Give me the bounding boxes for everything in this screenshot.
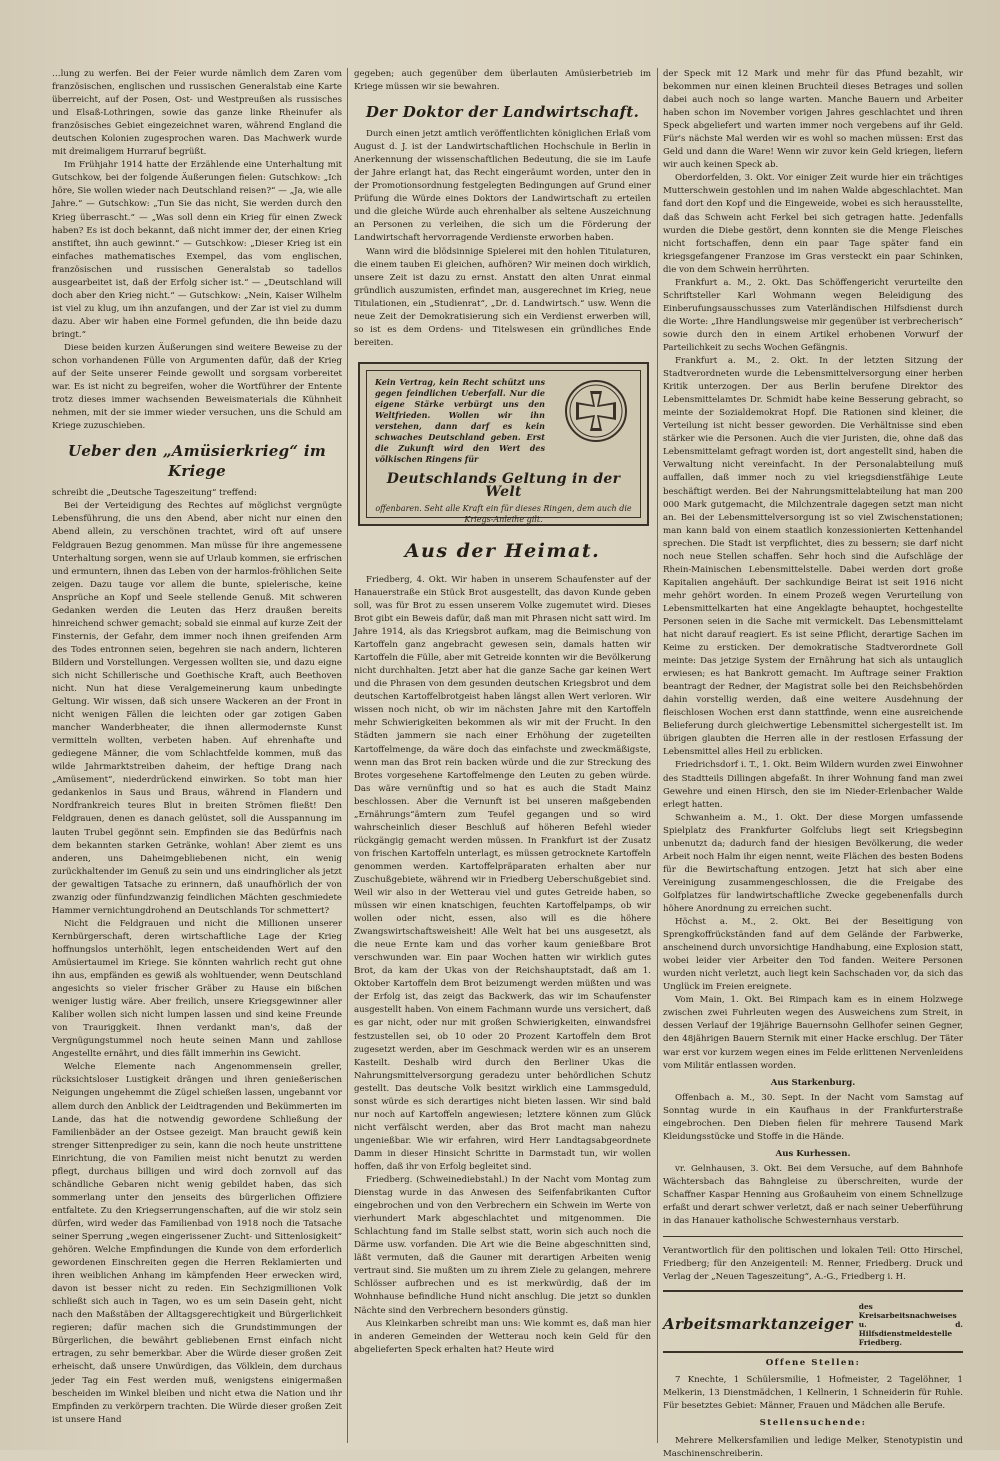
article-paragraph: Durch einen jetzt amtlich veröffentlichten königlichen Erlaß vom August d. J. ist der Landwirtschaftlichen Hochschule in Berlin in Anerkennung der wissenschaftlichen Bedeutung, die sie im Laufe der Jahre erlangt hat, das Recht eingeräumt worden, unter den in der Promotionsordnung festgelegten Bedingungen auf Grund einer Prüfung die Würde eines Doktors der Landwirtschaft zu erteilen und die gleiche Würde auch ehrenhalber als seltene Auszeichnung an Personen zu verleihen, die sich um die Förderung der Landwirtschaft hervorragende Verdienste erworben haben. bbox=[354, 129, 651, 244]
article-paragraph: Friedberg, 4. Okt. Wir haben in unserem Schaufenster auf der Hanauerstraße ein Stück Brot ausgestellt, das davon Kunde geben soll, was für Brot zu essen unserem Volke zugemutet wird. Dieses Brot gibt ein Beweis dafür, daß man mit Phrasen nicht satt wird. Im Jahre 1914, als das Kriegsbrot aufkam, mag die Beimischung von Kartoffeln ganz angebracht gewesen sein, damals hatten wir Kartoffeln die Fülle, aber mit Getreide konnten wir die Bevölkerung nicht durchhalten. Jetzt aber hat die ganze Sache gar keinen Wert und die Phrasen von dem gesunden deutschen Kriegsbrot und dem deutschen Kartoffelbrotgeist haben längst allen Wert verloren. Wir wissen noch nicht, ob wir im nächsten Jahre mit den Kartoffeln mehr Schwierigkeiten bekommen als wir mit der Frucht. In den Städten jammern sie nach einer Erhöhung der zugeteilten Kartoffelmenge, da wäre doch das einfachste und zweckmäßigste, wenn man das Brot rein backen würde und die zur Streckung des Brotes vorgesehene Kartoffelmenge den Leuten zu geben würde. Das wäre vernünftig und so hat es auch die Stadt Mainz beschlossen. Aber die Vernunft ist bei unseren maßgebenden „Ernährungs“ämtern zum Teufel gegangen und so wird wahrscheinlich dieser Beschluß auf höheren Befehl wieder rückgängig gemacht werden müssen. In Frankfurt ist der Zusatz von frischen Kartoffeln unterlagt, es müssen getrocknete Kartoffeln genommen werden. Kartoffelpräparaten erhalten aber nur Zuschußgebiete, während wir in Friedberg Ueberschußgebiet sind. Weil wir also in der Wetterau viel und gutes Getreide haben, so müssen wir einen knatschigen, feuchten Kartoffelpamps, ob wir wollen oder nicht, essen, also will es die höhere Zwangswirtschaftsweisheit! Alle Welt hat bei uns ausgesetzt, als die neue Ernte kam und das vorher kaum genießbare Brot verschwunden war. Ein paar Wochen hatten wir wirklich gutes Brot, da kam der Ukas von der Reichshauptstadt, daß am 1. Oktober Kartoffeln dem Brot beizumengt werden müßten und was der Erfolg ist, das zeigt das Backwerk, das wir im Schaufenster ausgestellt haben. Von einem Fachmann wurde uns versichert, daß es gar nicht, oder nur mit großen Schwierigkeiten, einwandsfrei festzustellen sei, ob 10 oder 20 Prozent Kartoffeln dem Brot zugesetzt werden, aber im Geschmack werden wir es an unserem Kasteilt. Deshalb wird durch den Berliner Ukas die Nahrungsmittelversorgung geradezu unter behördlichen Schutz gestellt. Das deutsche Volk besitzt wirklich eine Lammsgeduld, sonst würde es sich derartiges nicht bieten lassen. Wir sind bald nur noch auf Kartoffeln angewiesen; letztere können zum Glück nicht verfälscht werden, aber das Brot macht man nahezu ungenießbar. Wie wir erfahren, wird Herr Landtagsabgeordnete Damm in dieser Hinsicht Schritte in Darmstadt tun, wir wollen hoffen, daß ihr von Erfolg begleitet sind. bbox=[354, 574, 651, 1172]
article-paragraph: Schwanheim a. M., 1. Okt. Der diese Morgen umfassende Spielplatz des Frankfurter Golfclubs liegt seit Kriegsbeginn unbenutzt da; dadurch fand der hiesigen Bevölkerung, die weder Arbeit noch Halm ihr eigen nennt, weite Flächen des besten Bodens für die Bewirtschaftung entzogen. Jetzt hat sich aber eine Vereinigung zusammengeschlossen, die die Freigabe des Golfplatzes für landwirtschaftliche Zwecke gegebenenfalls durch höhere Anordnung zu erreichen sucht. bbox=[663, 812, 963, 914]
job-market-subtitle: des Kreisarbeitsnachweises u. d. Hilfsdienstmeldestelle Friedberg. bbox=[858, 1302, 963, 1348]
article-intro: schreibt die „Deutsche Tageszeitung“ treffend: bbox=[52, 488, 257, 499]
column-divider-2 bbox=[657, 68, 658, 1443]
article-paragraph: Frankfurt a. M., 2. Okt. Das Schöffengericht verurteilte den Schriftsteller Karl Wohmann wegen Beleidigung des Einberufungsausschusses zum Vaterländischen Hilfsdienst durch die Worte: „Ihre Handlungsweise mir gegenüber ist verbrecherisch“ sowie durch den in einem Artikel erhobenen Vorwurf der Parteilichkeit zu sechs Wochen Gefängnis. bbox=[663, 277, 963, 353]
open-positions-text: 7 Knechte, 1 Schülersmilie, 1 Hofmeister, 2 Tagelöhner, 1 Melkerin, 13 Dienstmädchen, 1 Kellnerin, 1 Schneiderin für Ruhle. Für besetztes Gebiet: Männer, Frauen und Mädchen alle Berufe. bbox=[663, 1375, 963, 1412]
iron-cross-medal-icon bbox=[564, 379, 628, 443]
open-positions-title: Offene Stellen: bbox=[765, 1358, 861, 1369]
imprint: Verantwortlich für den politischen und lokalen Teil: Otto Hirschel, Friedberg; für den Anzeigenteil: M. Renner, Friedberg. Druck und Verlag der „Neuen Tageszeitung“, A.-G., Friedberg i. H. bbox=[663, 1246, 963, 1283]
article-paragraph: Offenbach a. M., 30. Sept. In der Nacht vom Samstag auf Sonntag wurde in ein Kaufhaus in der Frankfurterstraße eingebrochen. Den Dieben fielen für mehrere Tausend Mark Kleidungsstücke und Stoffe in die Hände. bbox=[663, 1092, 963, 1142]
section-starkenburg: Aus Starkenburg. bbox=[770, 1077, 856, 1088]
section-kurhessen: Aus Kurhessen. bbox=[775, 1148, 851, 1159]
headline-doktor-landwirtschaft: Der Doktor der Landwirtschaft. bbox=[365, 103, 640, 122]
column-3 bbox=[663, 68, 963, 1459]
article-paragraph: Welche Elemente nach Angenommensein greller, rücksichtsloser Lustigkeit drängen und ihren genießerischen Neigungen ungehemmt die Zügel schießen lassen, ungebannt vor allem durch den Anblick der Leidtragenden und Bekümmerten im Lande, das hat die notwendig gewordene Schließung der Familienbäder an der Ostsee gezeigt. Man braucht gewiß kein strenger Sittenprediger zu sein, kann die noch heute unstrittene Einrichtung, die von Familien meist nicht benutzt zu werden pflegt, durchaus billigen und wird doch zornvoll auf das schändliche Gebaren nicht wenig gebildet haben, das sich sommerlang unter den jenseits des bürgerlichen Offiziere entfaltete. Zu den Kriegserrungenschaften, auf die wir stolz sein dürfen, wird weder das Familienbad von 1918 noch die Tatsache seiner Sperrung „wegen eingerissener Zucht- und Sittenlosigkeit“ gehören. Welche Empfindungen die Kunde von dem erforderlich gewordenen Einschreiten gegen die Herren Reklamierten und ihren weiblichen Anhang im kämpfenden Heer erwecken wird, davon ist besser nicht zu reden. Ein Sechzigmillionen Volk schließt sich auch in Tagen, wo es um sein Dasein geht, nicht nach den Maßstäben der Alltagsgerechtigkeit und Bürgerlichkeit regieren; dafür machen sich die Grundstimmungen der Bürgerlichen, die bewährt gebliebenen Ernst einfach nicht ertragen, zu sehr bemerkbar. Aber die Würde dieser großen Zeit erheischt, daß unsere Unwürdigen, das Völklein, dem durchaus jeder Tag ein Fest werden muß, wenigstens einigermaßen bescheiden im Winkel bleiben und nicht etwa die Nation und ihr Empfinden zu verkörpern trachten. Die Würde dieser großen Zeit ist unsere Hand bbox=[52, 1062, 342, 1425]
article-paragraph: …lung zu werfen. Bei der Feier wurde nämlich dem Zaren vom französischen, englischen und russischen Generalstab eine Karte überreicht, auf der Posen, Ost- und Westpreußen als russisches und Elsaß-Lothringen, sowie das ganze linke Rheinufer als französisches Gebiet eingezeichnet waren, während England die deutschen Kolonien zugesprochen waren. Das Machwerk wurde mit dreimaligem Hurraruf begrüßt. bbox=[52, 69, 342, 158]
job-seekers-text: Mehrere Melkersfamilien und ledige Melker, Stenotypistin und Maschinenschreiberin. bbox=[663, 1435, 963, 1459]
article-paragraph: vr. Gelnhausen, 3. Okt. Bei dem Versuche, auf dem Bahnhofe Wächtersbach das Bahngleise zu überschreiten, wurde der Schaffner Kaspar Henning aus Großauheim von einem Schnellzuge erfaßt und derart schwer verletzt, daß er nach seiner Ueberführung in das Hanauer katholische Schwesternhaus verstarb. bbox=[663, 1163, 963, 1227]
job-market-title: Arbeitsmarktanzeiger bbox=[663, 1315, 853, 1334]
article-paragraph: gegeben; auch gegenüber dem überlauten Amüsierbetrieb im Kriege müssen wir sie bewahren. bbox=[354, 69, 651, 93]
job-market-box bbox=[663, 1290, 963, 1353]
job-seekers-title: Stellensuchende: bbox=[759, 1418, 867, 1429]
divider bbox=[663, 1236, 963, 1237]
article-paragraph: Frankfurt a. M., 2. Okt. In der letzten Sitzung der Stadtverordneten wurde die Lebensmittelversorgung einer herben Kritik unterzogen. Der aus Berlin berufene Direktor des Lebensmittelamtes Dr. Schmidt habe keine Besserung gebracht, so meinte der Sozialdemokrat Hopf. Die Rationen sind kleiner, die Verteilung ist nicht besser geworden. Die Verhältnisse sind eben stärker wie die Personen. Auch die vier Juristen, die, ohne daß das Lebensmittelamt gefragt worden ist, dort angestellt sind, haben die Verwaltung nicht vereinfacht. In der Personalabteilung muß auffallen, daß immer noch zu viel kriegsdienstfähige Leute beschäftigt werden. Bei der Nahrungsmittelabteilung hat man 200 000 Mark gutgemacht, die Milchzentrale dagegen setzt man nicht an. Bei der Lebensmittelversorgung ist so viel Zwischenstationen; man kann bald von einem staatlich konzessionierten Kettenhandel sprechen. Die Stadt ist verpflichtet, dies zu bessern; sie darf nicht noch neue Stellen schaffen. Sehr hoch sind die Aufschläge der Rhein-Mainischen Lebensmittelstelle. Dabei werden dort große Kapitalien angehäuft. Der sachkundige Beirat ist seit 1916 nicht mehr gehört worden. In einem Prozeß wegen Verurteilung von Lebensmittelkarten hat eine Angeklagte behauptet, hochgestellte Personen seien in die Sache mit vermickelt. Das Lebensmittelamt hat nicht darauf reagiert. Es ist seine Pflicht, derartige Sachen im Keime zu ersticken. Der demokratische Stadtverordnete Goll meinte: Das jetzige System der Ernährung hat sich als untauglich erwiesen; es hat Bankrott gemacht. Im Auftrage seiner Fraktion beantragt der Redner, der Magistrat solle bei den Reichsbehörden dahin vorstellig werden, daß eine weitere Ausdehnung der fleischlosen Wochen erst dann stattfinde, wenn eine ausreichende Belieferung durch gleichwertige Lebensmittel sichergestellt ist. Im übrigen glaubten die Herren alle in der restlosen Erfassung der Lebensmittel alles Heil zu erblicken. bbox=[663, 356, 963, 758]
column-1 bbox=[52, 68, 342, 1443]
article-paragraph: Im Frühjahr 1914 hatte der Erzählende eine Unterhaltung mit Gutschkow, bei der folgende Äußerungen fielen: Gutschkow: „Ich höre, Sie wollen wieder nach Deutschland reisen?“ — „Ja, wie alle Jahre.“ — Gutschkow: „Tun Sie das nicht, Sie werden durch den Krieg überrascht.“ — „Was soll denn ein Krieg für einen Zweck haben? Es ist doch bekannt, daß nicht immer der, der einen Krieg anstiftet, ihn auch gewinnt.“ — Gutschkow: „Dieser Krieg ist ein einfaches mathematisches Exempel, das vom englischen, französischen und russischen Generalstab so tadellos ausgearbeitet ist, daß der Erfolg sicher ist.“ — „Deutschland will doch aber den Krieg nicht.“ — Gutschkow: „Nein, Kaiser Wilhelm ist viel zu klug, um ihn anzufangen, und der Zar ist viel zu dumm dazu. Aber wir haben eine Formel gefunden, die ihn beide dazu bringt.“ bbox=[52, 160, 342, 340]
ad-text: Kein Vertrag, kein Recht schützt uns gegen feindlichen Ueberfall. Nur die eigene Stärke verbürgt uns den Weltfrieden. Wollen wir ihn verstehen, dann darf es kein schwaches Deutschland geben. Erst die Zukunft wird den Wert des völkischen Ringens für bbox=[375, 376, 545, 464]
war-bond-advertisement bbox=[358, 362, 649, 526]
article-paragraph: Nicht die Feldgrauen und nicht die Millionen unserer Kernbürgerschaft, deren wirtschaftliche Lage der Krieg hoffnungslos unterhöhlt, legen entscheidenden Wert auf den Amüsiertaumel im Kriege. Sie könnten wahrlich recht gut ohne ihn aus, empfänden es gewiß als wohltuender, wenn Deutschland angesichts so vieler frischer Gräber zu Hause ein bißchen weniger lustig wäre. Aber freilich, unsere Kriegsgewinner aller Kaliber wollen sich nicht lumpen lassen und sind keine Freunde von Trauriggkeit. Ihnen verdankt man's, daß der Vergnügungstummel noch heute seinen Mann und zahllose Angestellte ernährt, und dies fällt immerhin ins Gewicht. bbox=[52, 918, 342, 1060]
job-market-header bbox=[663, 1302, 963, 1347]
article-paragraph: Bei der Verteidigung des Rechtes auf möglichst vergnügte Lebensführung, die uns den Abend, aber nicht nur einen den Abend allein, zu verschönen trachtet, wird oft auf unsere Feldgrauen Bezug genommen. Man müsse für ihre angemessene Unterhaltung sorgen, wenn sie auf Urlaub kommen, sie erfrischen und ermuntern, ihnen das Leben von der harmlos-fröhlichen Seite zeigen. Dazu tauge vor allem die bunte, spielerische, keine Ansprüche an Kopf und Seele stellende Genuß. Mit schweren Gedanken werden die Leuten das Herz draußen bereits hinreichend schwer gemacht; sobald sie einmal auf kurze Zeit der Finsternis, der Gefahr, dem immer noch ihnen greifenden Arm des Todes entronnen seien, begehren sie nach andern, lichteren Bildern und Vorstellungen. Vergessen wollten sie, und dazu eigne sich nicht Schillerische und Goethische Kraft, auch Beethoven nicht. Nun hat diese Veralgemeinerung kaum unbedingte Geltung. Wir wissen, daß sich unsere Wackeren an der Front in nicht wenigen Fällen die leichten oder gar zotigen Gaben mancher Wanderbheater, die ihnen allermodernste Kunst vermitteln wollten, verbeten haben. Auf ehrenhafte und gediegene Männer, die vom Schlachtfelde kommen, muß das wilde Jahrmarktstreiben daheim, der heftige Drang nach „Amüsement“, niederdrückend einwirken. So tobt man hier gedankenlos in Saus und Braus, während in Flandern und Nordfrankreich teures Blut in breiten Strömen fließt! Den Feldgrauen, denen es danach gelüstet, soll die Ausspannung im lauten Trubel gegönnt sein. Empfinden sie das Bedürfnis nach dem bekannten starken Getränke, wohlan! Aber ziemt es uns anderen, uns Daheimgebliebenen nicht, ein wenig zurückhaltender im Genuß zu sein und uns eindringlicher als jetzt der gewaltigen Tatsache zu erinnern, daß unaufhörlich der von zwanzig oder fünfundzwanzig feindlichen Mächten geschmiedete Hammer vernichtungdrohend an Deutschlands Tor schmettert? bbox=[52, 501, 342, 916]
article-paragraph: Friedrichsdorf i. T., 1. Okt. Beim Wildern wurden zwei Einwohner des Stadtteils Dillingen abgefaßt. In ihrer Wohnung fand man zwei Gewehre und einen Hirsch, den sie im Nieder-Erlenbacher Walde erlegt hatten. bbox=[663, 760, 963, 810]
article-paragraph: Vom Main, 1. Okt. Bei Rimpach kam es in einem Holzwege zwischen zwei Fuhrleuten wegen des Ausweichens zum Streit, in dessen Verlauf der 19jährige Bauernsohn Gellhofer seinen Gegner, den 48jährigen Bauern Sternik mit einer Hacke erschlug. Der Täter war erst vor kurzem wegen eines im Felde erlittenen Nervenleidens vom Militär entlassen worden. bbox=[663, 995, 963, 1071]
article-paragraph: der Speck mit 12 Mark und mehr für das Pfund bezahlt, wir bekommen nur einen kleinen Bruchteil dieses Betrages und sollen dabei auch noch so lange warten. Manche Bauern und Arbeiter haben schon im November vorigen Jahres geschlachtet und ihren Speck abgeliefert und warten immer noch vergebens auf ihr Geld. Für's nächste Mal werden wir es wohl so machen müssen: Erst das Geld und dann die Ware! Wenn wir zuvor kein Geld kriegen, liefern wir auch keinen Speck ab. bbox=[663, 69, 963, 171]
ad-footer-text: offenbaren. Seht alle Kraft ein für dieses Ringen, dem auch die Kriegs-Anleihe gilt. bbox=[375, 503, 632, 524]
column-divider-1 bbox=[347, 68, 348, 1443]
headline-aus-der-heimat: Aus der Heimat. bbox=[404, 539, 601, 562]
article-paragraph: Friedberg. (Schweinediebstahl.) In der Nacht vom Montag zum Dienstag wurde in das Anwesen des Seifenfabrikanten Cuftor eingebrochen und von den Verbrechern ein Schwein im Werte von vierhundert Mark abgeschlachtet und mitgenommen. Die Schlachtung fand im Stalle selbst statt, worin sich auch noch die Därme usw. vorfanden. Die Art wie die Beine abgeschnitten sind, läßt vermuten, daß die Gauner mit derartigen Arbeiten wenig vertraut sind. Sie mußten um zu ihrem Ziele zu gelangen, mehrere Schlösser aufbrechen und es ist merkwürdig, daß der im Wohnhause befindliche Hund nicht anschlug. Die jetzt so dunklen Nächte sind den Verbrechern besonders günstig. bbox=[354, 1175, 651, 1316]
article-paragraph: Höchst a. M., 2. Okt. Bei der Beseitigung von Sprengkoffrückständen fand auf dem Gelände der Farbwerke, anscheinend durch unvorsichtige Handhabung, eine Explosion statt, wobei leider vier Arbeiter den Tod fanden. Weitere Personen wurden nicht verletzt, auch liegt kein Sachschaden vor, da sich das Unglück im Freien ereignete. bbox=[663, 917, 963, 993]
headline-amuesierkrieg: Ueber den „Amüsierkrieg“ im Kriege bbox=[67, 442, 327, 481]
column-2 bbox=[354, 68, 651, 1443]
article-paragraph: Wann wird die blödsinnige Spielerei mit den hohlen Titulaturen, die einem tauben Ei gleichen, aufhören? Wir meinen doch wirklich, unsere Zeit ist dazu zu ernst. Anstatt den alten Unrat einmal gründlich auszumisten, erfindet man, ausgerechnet im Krieg, neue Titulationen, ein „Studienrat“, „Dr. d. Landwirtsch.“ usw. Wenn die neue Zeit der Demokratisierung sich ein Verdienst erwerben will, so ist es dem Ordens- und Titelswesen ein gründliches Ende bereiten. bbox=[354, 246, 651, 348]
article-paragraph: Aus Kleinkarben schreibt man uns: Wie kommt es, daß man hier in anderen Gemeinden der Wetterau noch kein Geld für den abgelieferten Speck erhalten hat? Heute wird bbox=[354, 1318, 651, 1355]
article-paragraph: Diese beiden kurzen Äußerungen sind weitere Beweise zu der schon vorhandenen Fülle von Argumenten dafür, daß der Krieg auf der Seite unserer Feinde gewollt und sorgsam vorbereitet war. Es ist nicht zu begreifen, woher die Wortführer der Entente trotz dieses immer wachsenden Beweismaterials die Kühnheit nehmen, mit der sie immer wieder versuchen, uns die Schuld am Kriege zuzuschieben. bbox=[52, 342, 342, 432]
article-paragraph: Oberdorfelden, 3. Okt. Vor einiger Zeit wurde hier ein trächtiges Mutterschwein gestohlen und im nahen Walde abgeschlachtet. Man fand dort den Kopf und die Eingeweide, wobei es sich herausstellte, daß das Schwein acht Ferkel bei sich getragen hatte. Jedenfalls wurden die Diebe gestört, denn konnten sie die Menge Fleisches nicht fortschaffen, denn ein paar Tage später fand ein kriegsgefangener Franzose im Gras versteckt ein paar Schinken, die von dem Schwein herrührten. bbox=[663, 173, 963, 275]
ad-slogan: Deutschlands Geltung in der Welt bbox=[386, 470, 621, 500]
ad-frame bbox=[366, 370, 641, 524]
